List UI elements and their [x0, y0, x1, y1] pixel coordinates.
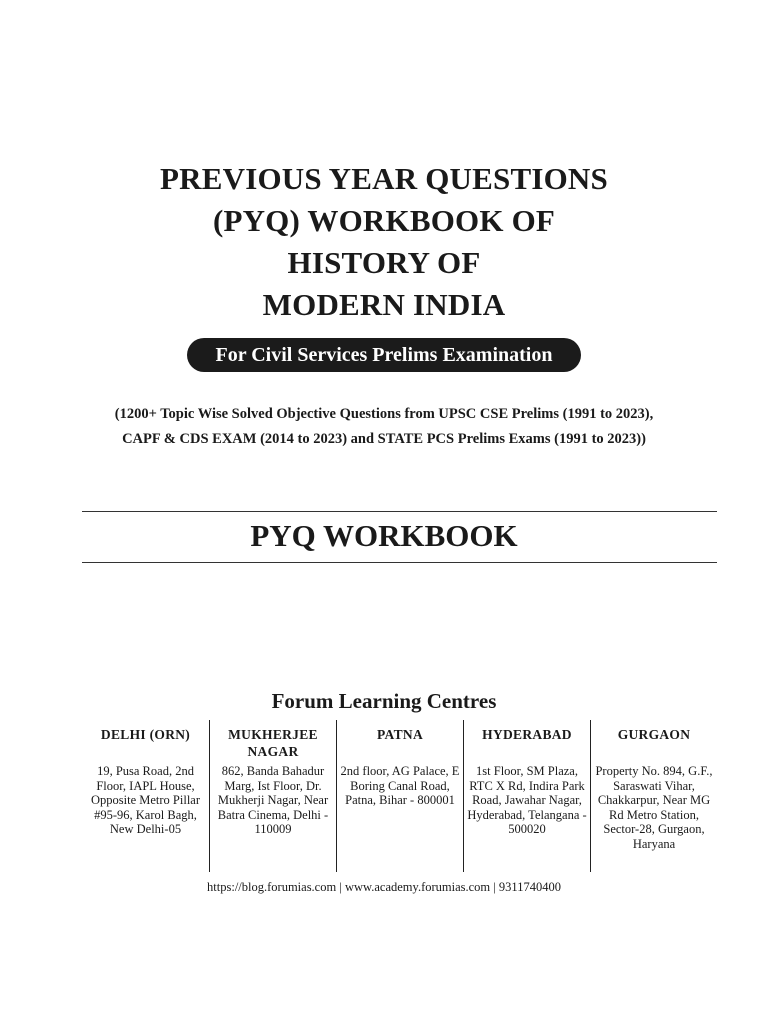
book-description-line-2: CAPF & CDS EXAM (2014 to 2023) and STATE PCS Prelims Exams (1991 to 2023)): [122, 431, 646, 447]
book-title-line-1: PREVIOUS YEAR QUESTIONS: [160, 161, 608, 196]
centre-city: GURGAON: [617, 727, 691, 742]
centre-column: [463, 720, 590, 872]
centre-address: 19, Pusa Road, 2nd Floor, IAPL House, Opposite Metro Pillar #95-96, Karol Bagh, New Delhi-05: [90, 764, 200, 837]
exam-banner: [0, 338, 768, 372]
book-title-line-2: (PYQ) WORKBOOK OF: [212, 203, 556, 238]
divider-top: [82, 511, 717, 512]
workbook-label: PYQ WORKBOOK: [250, 518, 518, 553]
book-title-line-4: MODERN INDIA: [262, 287, 506, 322]
centre-city: PATNA: [377, 727, 423, 742]
centre-column: [590, 720, 717, 872]
centre-address: 2nd floor, AG Palace, E Boring Canal Road, Patna, Bihar - 800001: [340, 764, 460, 808]
centre-address: Property No. 894, G.F., Saraswati Vihar, Chakkarpur, Near MG Rd Metro Station, Sector-28, Gurgaon, Haryana: [595, 764, 713, 851]
exam-banner-label: For Civil Services Prelims Examination: [187, 338, 580, 372]
centre-column: [82, 720, 209, 872]
centre-city: DELHI (ORN): [100, 727, 191, 742]
centre-address: 1st Floor, SM Plaza, RTC X Rd, Indira Park Road, Jawahar Nagar, Hyderabad, Telangana - 500020: [467, 764, 587, 837]
book-description: [0, 402, 768, 452]
book-title-line-3: HISTORY OF: [287, 245, 481, 280]
book-description-line-1: (1200+ Topic Wise Solved Objective Questions from UPSC CSE Prelims (1991 to 2023),: [114, 406, 654, 422]
centre-column: [209, 720, 336, 872]
centres-table: [82, 720, 718, 872]
centre-column: [336, 720, 463, 872]
contact-footer: https://blog.forumias.com | www.academy.forumias.com | 9311740400: [207, 880, 561, 894]
book-title: [0, 158, 768, 326]
centre-city: HYDERABAD: [482, 727, 572, 742]
centres-heading: Forum Learning Centres: [271, 689, 497, 713]
divider-bottom: [82, 562, 717, 563]
centre-city: MUKHERJEE NAGAR: [228, 727, 318, 759]
centre-address: 862, Banda Bahadur Marg, Ist Floor, Dr. Mukherji Nagar, Near Batra Cinema, Delhi - 110009: [217, 764, 329, 837]
